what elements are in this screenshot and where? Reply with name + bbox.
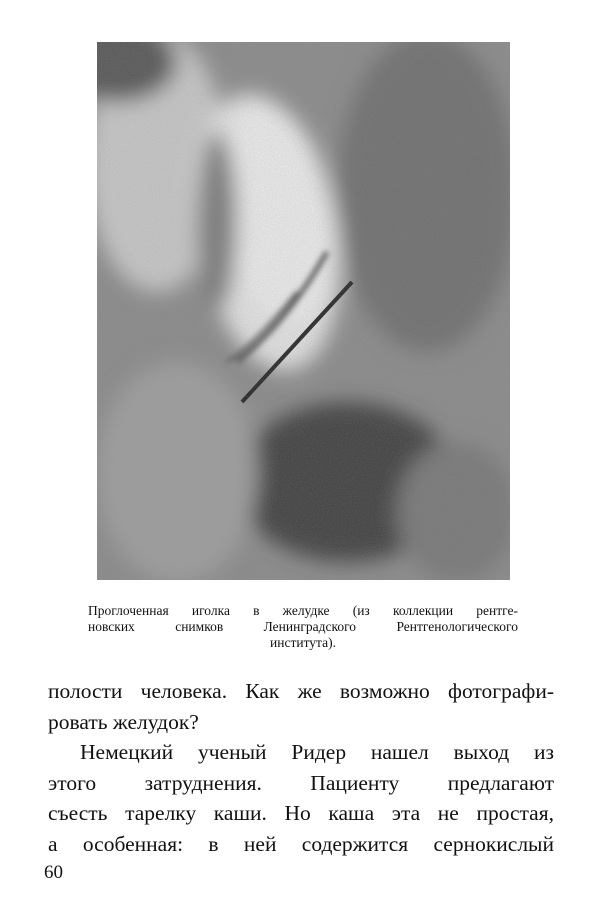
caption-line: Проглоченная иголка в желудке (из коллекции рентге- xyxy=(88,603,518,618)
text-line: Немецкий ученый Ридер нашел выход из xyxy=(80,740,554,764)
text-line: а особенная: в ней содержится сернокислый xyxy=(48,831,554,856)
xray-photo-needle-in-stomach xyxy=(97,42,510,580)
caption-line: института). xyxy=(270,635,336,650)
text-line: съесть тарелку каши. Но каша эта не простая, xyxy=(48,801,554,825)
text-line: полости человека. Как же возможно фотографи- xyxy=(48,679,554,703)
text-line: этого затруднения. Пациенту предлагают xyxy=(48,770,554,795)
page-number: 60 xyxy=(44,862,63,883)
text-line: ровать желудок? xyxy=(48,709,199,734)
figure-caption xyxy=(88,603,518,651)
caption-line: новских снимков Ленинградского Рентгенологического xyxy=(88,619,518,634)
body-text xyxy=(48,676,554,859)
